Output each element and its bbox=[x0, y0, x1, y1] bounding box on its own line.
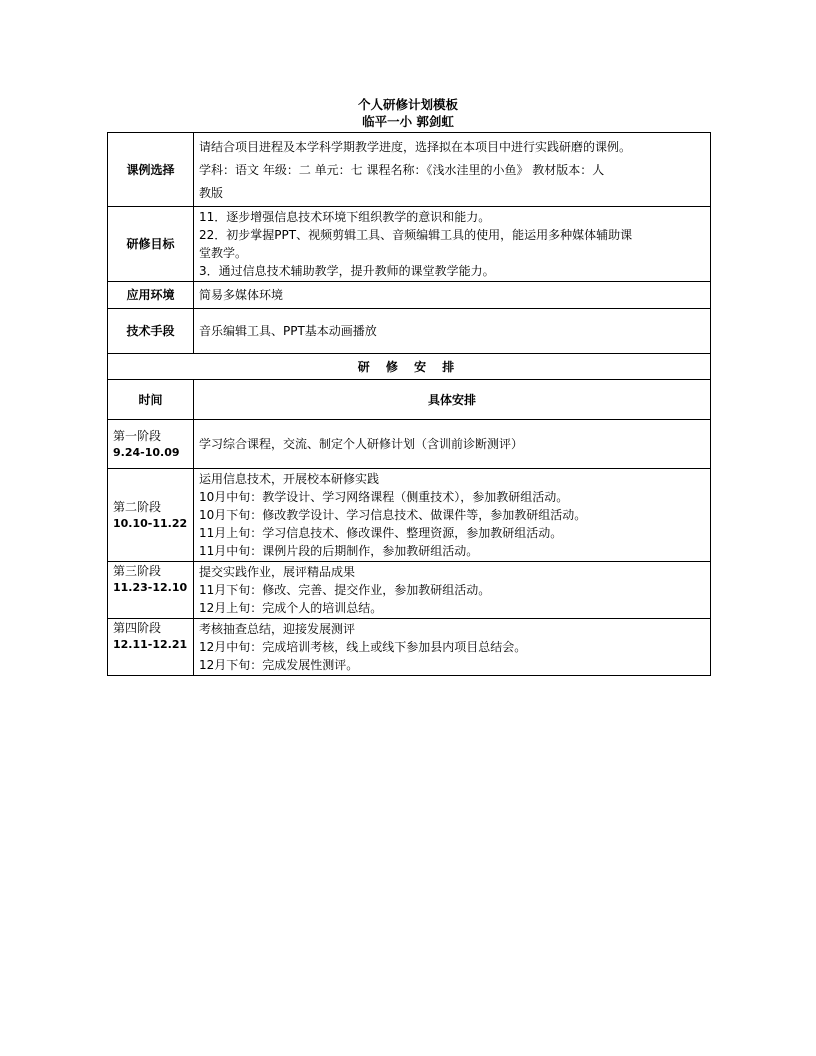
stage-dates: 10.10-11.22 bbox=[113, 517, 188, 530]
course-line-1: 请结合项目进程及本学科学期教学进度，选择拟在本项目中进行实践研磨的课例。 bbox=[199, 139, 632, 154]
environment-label: 应用环境 bbox=[108, 282, 194, 309]
title-block bbox=[0, 96, 816, 130]
arrangement-heading: 研 修 安 排 bbox=[108, 354, 711, 380]
plan-table bbox=[107, 132, 711, 676]
course-label: 课例选择 bbox=[108, 133, 194, 207]
goal-line-4: 3．通过信息技术辅助教学，提升教师的课堂教学能力。 bbox=[199, 264, 495, 278]
environment-row bbox=[108, 282, 711, 309]
stage-line: 12月下旬：完成发展性测评。 bbox=[199, 658, 359, 672]
stage-time-cell bbox=[108, 619, 194, 676]
stage-dates: 12.11-12.21 bbox=[113, 638, 188, 651]
stage-line: 12月上旬：完成个人的培训总结。 bbox=[199, 601, 383, 615]
stage-row bbox=[108, 420, 711, 469]
document-title: 个人研修计划模板 bbox=[357, 97, 458, 112]
stage-name: 第一阶段 bbox=[113, 429, 162, 443]
stage-line: 11月中旬：课例片段的后期制作，参加教研组活动。 bbox=[199, 544, 479, 558]
goals-row bbox=[108, 207, 711, 282]
stage-detail-cell bbox=[194, 420, 711, 469]
goal-line-3: 堂教学。 bbox=[199, 246, 248, 260]
course-cell bbox=[194, 133, 711, 207]
stage-line: 12月中旬：完成培训考核，线上或线下参加县内项目总结会。 bbox=[199, 640, 527, 654]
stage-line: 提交实践作业，展评精品成果 bbox=[199, 565, 356, 579]
goal-line-2: 22．初步掌握PPT、视频剪辑工具、音频编辑工具的使用，能运用多种媒体辅助课 bbox=[199, 228, 633, 242]
stage-time-cell bbox=[108, 562, 194, 619]
stage-name: 第二阶段 bbox=[113, 500, 162, 514]
stage-detail-cell bbox=[194, 469, 711, 562]
stage-line: 运用信息技术，开展校本研修实践 bbox=[199, 472, 380, 486]
course-line-2: 学科：语文 年级：二 单元：七 课程名称：《浅水洼里的小鱼》 教材版本：人 bbox=[199, 162, 605, 177]
stage-line: 11月下旬：修改、完善、提交作业，参加教研组活动。 bbox=[199, 583, 491, 597]
stage-line: 10月下旬：修改教学设计、学习信息技术、做课件等，参加教研组活动。 bbox=[199, 508, 587, 522]
course-line-3: 教版 bbox=[199, 185, 224, 200]
document-author: 临平一小 郭剑虹 bbox=[362, 114, 454, 129]
goals-label: 研修目标 bbox=[108, 207, 194, 282]
stage-line: 学习综合课程，交流、制定个人研修计划（含训前诊断测评） bbox=[199, 437, 524, 451]
stage-line: 考核抽查总结，迎接发展测评 bbox=[199, 622, 356, 636]
tech-label: 技术手段 bbox=[108, 309, 194, 354]
stage-dates: 11.23-12.10 bbox=[113, 581, 188, 594]
stage-detail-cell bbox=[194, 619, 711, 676]
stage-line: 11月上旬：学习信息技术、修改课件、整理资源，参加教研组活动。 bbox=[199, 526, 563, 540]
stage-line: 10月中旬：教学设计、学习网络课程（侧重技术），参加教研组活动。 bbox=[199, 490, 569, 504]
goals-cell bbox=[194, 207, 711, 282]
stage-row bbox=[108, 562, 711, 619]
stage-time-cell bbox=[108, 420, 194, 469]
stage-row bbox=[108, 619, 711, 676]
arrangement-heading-row bbox=[108, 354, 711, 380]
stage-dates: 9.24-10.09 bbox=[113, 446, 180, 459]
stage-name: 第三阶段 bbox=[113, 564, 162, 578]
detail-column-header: 具体安排 bbox=[194, 380, 711, 420]
course-row bbox=[108, 133, 711, 207]
tech-row bbox=[108, 309, 711, 354]
time-column-header: 时间 bbox=[108, 380, 194, 420]
tech-value: 音乐编辑工具、PPT基本动画播放 bbox=[194, 309, 711, 354]
stage-time-cell bbox=[108, 469, 194, 562]
environment-value: 简易多媒体环境 bbox=[194, 282, 711, 309]
stage-name: 第四阶段 bbox=[113, 621, 162, 635]
stage-row bbox=[108, 469, 711, 562]
stage-detail-cell bbox=[194, 562, 711, 619]
goal-line-1: 11．逐步增强信息技术环境下组织教学的意识和能力。 bbox=[199, 210, 491, 224]
column-header-row bbox=[108, 380, 711, 420]
